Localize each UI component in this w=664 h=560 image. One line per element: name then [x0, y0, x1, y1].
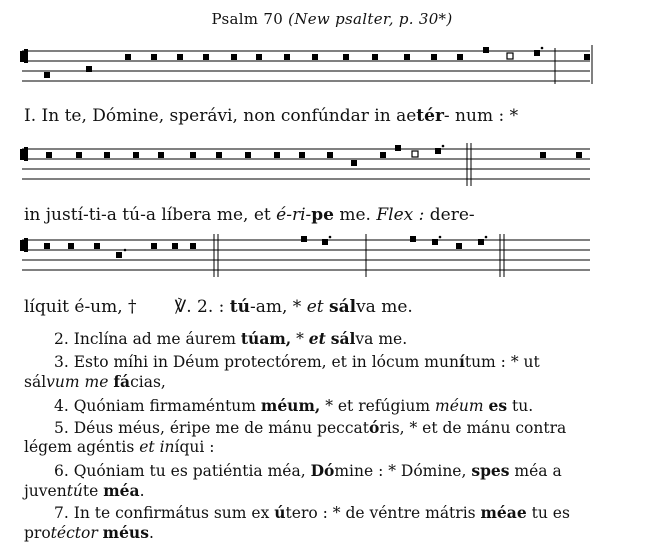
- note: [177, 54, 183, 60]
- note: [256, 54, 262, 60]
- note: [86, 66, 92, 72]
- chant-staff-1: [0, 40, 664, 90]
- note: [44, 72, 50, 78]
- note: [404, 54, 410, 60]
- verse-3: 3. Esto míhi in Déum protectórem, et in lócum munítum : * ut sálvum me fácias,: [24, 352, 540, 391]
- note: [372, 54, 378, 60]
- clef-icon: [20, 149, 24, 160]
- hollow-note: [507, 53, 513, 59]
- note: [151, 54, 157, 60]
- note: [584, 54, 590, 60]
- clef-icon: [20, 240, 24, 251]
- chant-staff-3: [0, 229, 664, 279]
- lyric-line-2: in justí-ti-a tú-a líbera me, et é-ri-pe me. Flex : dere-: [24, 205, 475, 225]
- chant-staff-2: [0, 138, 664, 188]
- psalter-reference: (New psalter, p. 30*): [288, 10, 453, 28]
- note: [343, 54, 349, 60]
- note: [203, 54, 209, 60]
- clef-icon: [20, 51, 24, 62]
- psalm-number: Psalm 70: [211, 10, 284, 28]
- note: [312, 54, 318, 60]
- verse-2: 2. Inclína ad me áurem túam, * et sálva me.: [54, 329, 408, 348]
- verse-5: 5. Déus méus, éripe me de mánu peccatóris, * et de mánu contra légem agéntis et iníqui :: [24, 418, 567, 456]
- note: [534, 50, 540, 56]
- lyric-line-1: I. In te, Dómine, sperávi, non confúndar in aetér- num : *: [24, 106, 519, 126]
- note: [483, 47, 489, 53]
- verse-7: 7. In te confirmátus sum ex útero : * de véntre mátris méae tu es protéctor méus.: [24, 503, 570, 542]
- note: [431, 54, 437, 60]
- note: [231, 54, 237, 60]
- page-title: [0, 10, 664, 28]
- lyric-line-3: líquit é-um, † ℣. 2. : tú-am, * et sálva me.: [24, 297, 413, 317]
- note: [125, 54, 131, 60]
- verse-4: 4. Quóniam firmaméntum méum, * et refúgium méum es tu.: [54, 396, 534, 415]
- note: [457, 54, 463, 60]
- verse-6: 6. Quóniam tu es patiéntia méa, Dómine : * Dómine, spes méa a juventúte méa.: [24, 461, 562, 500]
- note: [284, 54, 290, 60]
